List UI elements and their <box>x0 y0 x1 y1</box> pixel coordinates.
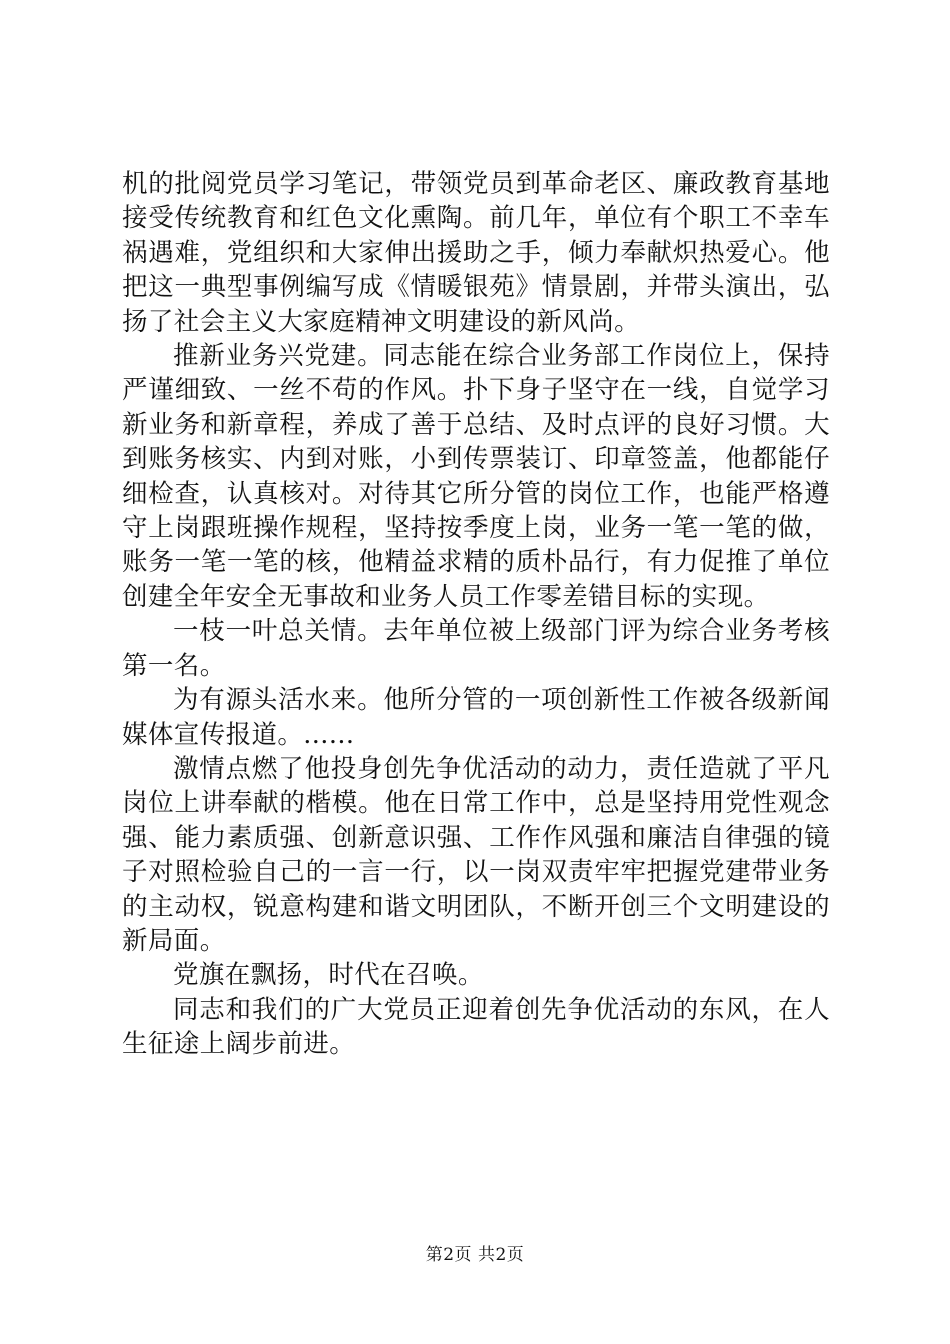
document-body <box>122 167 830 1062</box>
page-number-label: 第2页 共2页 <box>425 1245 525 1265</box>
paragraph-5: 激情点燃了他投身创先争优活动的动力，责任造就了平凡岗位上讲奉献的楷模。他在日常工作中，总是坚持用党性观念强、能力素质强、创新意识强、工作作风强和廉洁自律强的镜子对照检验自己的一言一行，以一岗双责牢牢把握党建带业务的主动权，锐意构建和谐文明团队，不断开创三个文明建设的新局面。 <box>122 753 830 956</box>
page-footer <box>0 1244 950 1266</box>
paragraph-3: 一枝一叶总关情。去年单位被上级部门评为综合业务考核第一名。 <box>122 616 830 681</box>
paragraph-6: 党旗在飘扬，时代在召唤。 <box>173 960 484 991</box>
paragraph-1: 机的批阅党员学习笔记，带领党员到革命老区、廉政教育基地接受传统教育和红色文化熏陶。前几年，单位有个职工不幸车祸遇难，党组织和大家伸出援助之手，倾力奉献炽热爱心。他把这一典型事例编写成《情暖银苑》情景剧，并带头演出，弘扬了社会主义大家庭精神文明建设的新风尚。 <box>122 169 830 337</box>
paragraph-4: 为有源头活水来。他所分管的一项创新性工作被各级新闻媒体宣传报道。...... <box>122 685 830 750</box>
paragraph-7: 同志和我们的广大党员正迎着创先争优活动的东风，在人生征途上阔步前进。 <box>122 994 830 1060</box>
paragraph-2: 推新业务兴党建。同志能在综合业务部工作岗位上，保持严谨细致、一丝不苟的作风。扑下身子坚守在一线，自觉学习新业务和新章程，养成了善于总结、及时点评的良好习惯。大到账务核实、内到对账，小到传票装订、印章签盖，他都能仔细检查，认真核对。对待其它所分管的岗位工作，也能严格遵守上岗跟班操作规程，坚持按季度上岗，业务一笔一笔的做，账务一笔一笔的核，他精益求精的质朴品行，有力促推了单位创建全年安全无事故和业务人员工作零差错目标的实现。 <box>122 341 830 612</box>
